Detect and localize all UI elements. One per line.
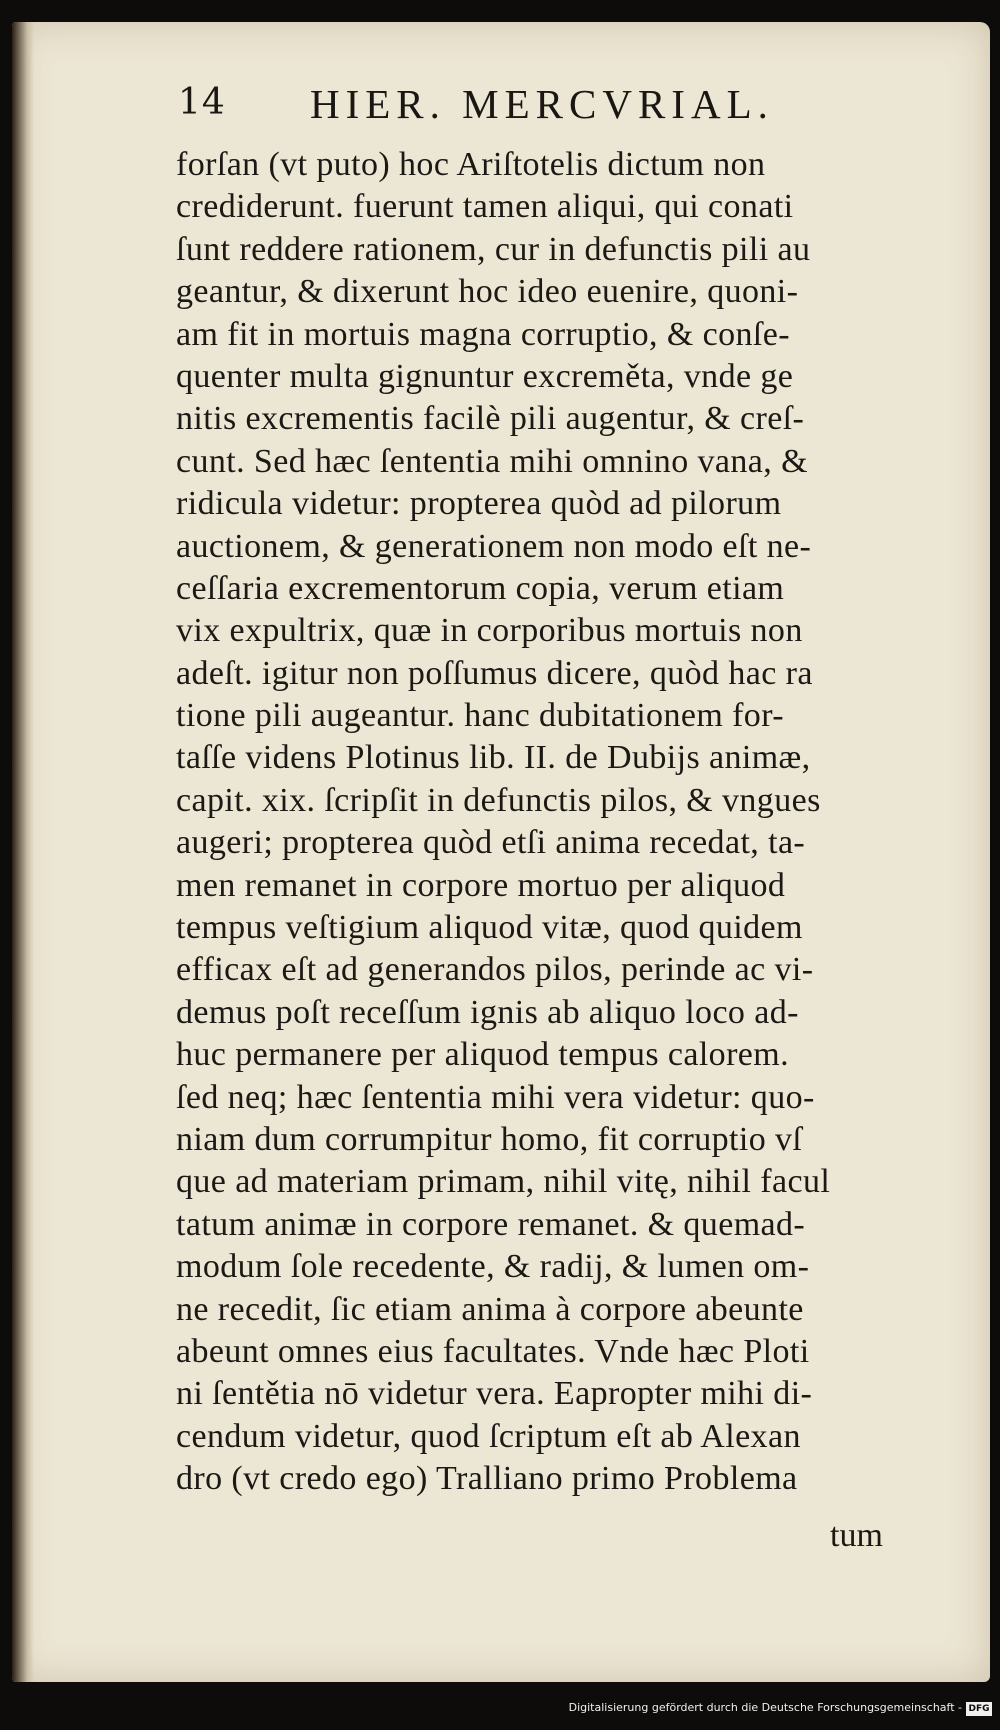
text-line: forſan (vt puto) hoc Ariſtotelis dictum non [176, 146, 766, 183]
text-line: geantur, & dixerunt hoc ideo euenire, quoni- [176, 273, 799, 311]
text-line: augeri; propterea quòd etſi anima recedat, ta- [176, 824, 806, 862]
catchword: tum [830, 1517, 883, 1554]
text-line: niam dum corrumpitur homo, fit corruptio vſ [176, 1120, 803, 1158]
text-line: efficax eſt ad generandos pilos, perinde ac vi- [176, 951, 814, 989]
text-line: ſunt reddere rationem, cur in defunctis pili au [176, 230, 811, 268]
running-head: HIER. MERCVRIAL. [310, 81, 774, 127]
text-line: ceſſaria excrementorum copia, verum etiam [176, 569, 785, 607]
digitization-credit: Digitalisierung gefördert durch die Deutsche Forschungsgemeinschaft - [568, 1701, 962, 1714]
text-line: tione pili augeantur. hanc dubitationem for- [176, 697, 784, 735]
text-line: tatum animæ in corpore remanet. & quemad- [176, 1205, 806, 1243]
text-line: huc permanere per aliquod tempus calorem. [176, 1036, 790, 1074]
text-line: auctionem, & generationem non modo eſt ne- [176, 527, 812, 565]
text-line: vix expultrix, quæ in corporibus mortuis non [176, 612, 803, 650]
text-line: taſſe videns Plotinus lib. II. de Dubijs animæ, [176, 739, 811, 777]
text-line: cendum videtur, quod ſcriptum eſt ab Alexan [176, 1417, 801, 1455]
text-line: demus poſt receſſum ignis ab aliquo loco ad- [176, 993, 799, 1031]
text-line: cunt. Sed hæc ſententia mihi omnino vana, & [176, 442, 808, 480]
dfg-logo: DFG [966, 1702, 992, 1716]
page-number: 14 [178, 82, 226, 123]
text-line: que ad materiam primam, nihil vitę, nihil facul [176, 1163, 831, 1201]
text-line: men remanet in corpore mortuo per aliquod [176, 866, 786, 904]
text-line: nitis excrementis facilè pili augentur, & creſ- [176, 400, 805, 438]
text-line: ſed neq; hæc ſententia mihi vera videtur: quo- [176, 1078, 815, 1116]
page-header [170, 78, 870, 138]
text-line: crediderunt. fuerunt tamen aliqui, qui conati [176, 188, 794, 226]
text-line: ni ſentětia nō videtur vera. Eapropter mihi di- [176, 1375, 813, 1413]
text-line: ne recedit, ſic etiam anima à corpore abeunte [176, 1290, 804, 1328]
text-line: quenter multa gignuntur excreměta, vnde ge [176, 357, 794, 395]
body-text [176, 144, 936, 1501]
text-line: ridicula videtur: propterea quòd ad pilorum [176, 485, 782, 523]
text-line: dro (vt credo ego) Tralliano primo Problema [176, 1460, 798, 1498]
footer-bar [0, 1684, 1000, 1730]
page-gutter [12, 22, 34, 1682]
text-line: adeſt. igitur non poſſumus dicere, quòd hac ra [176, 654, 813, 692]
text-line: abeunt omnes eius facultates. Vnde hæc Ploti [176, 1332, 810, 1370]
text-line: am fit in mortuis magna corruptio, & conſe- [176, 315, 790, 353]
text-line: tempus veſtigium aliquod vitæ, quod quidem [176, 909, 803, 947]
text-line: capit. xix. ſcripſit in defunctis pilos, & vngues [176, 781, 821, 819]
text-line: modum ſole recedente, & radij, & lumen om- [176, 1248, 810, 1286]
